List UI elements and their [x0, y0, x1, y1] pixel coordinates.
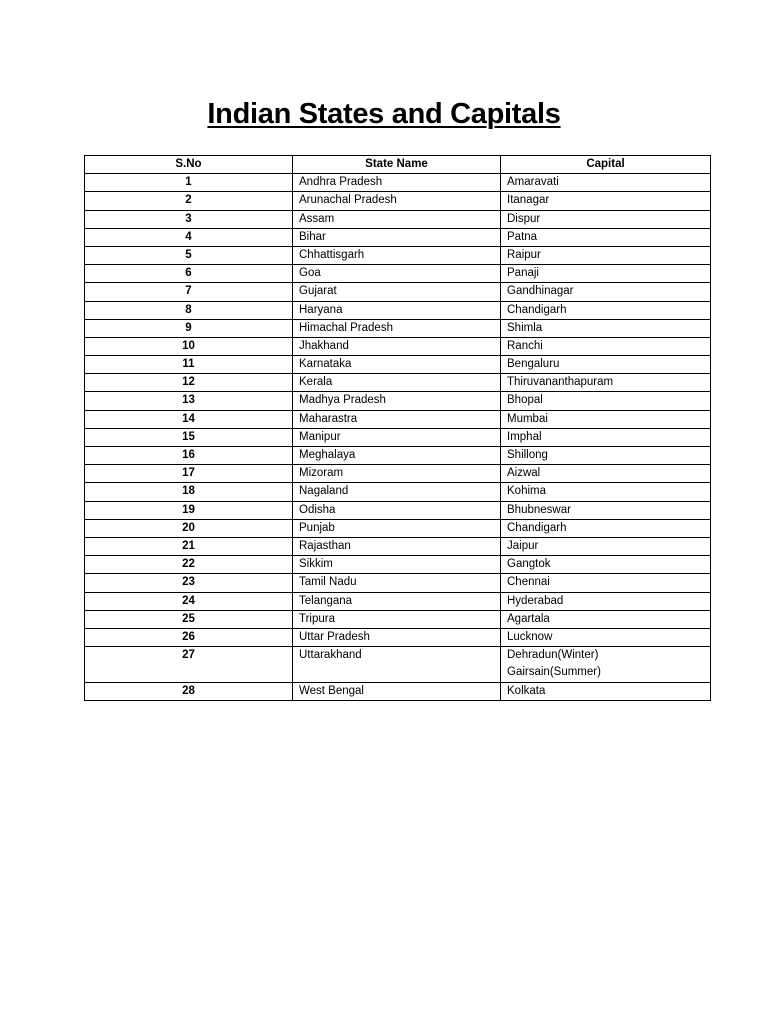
cell-capital [501, 628, 711, 646]
capital-name: Dispur [507, 212, 541, 225]
cell-sno: 13 [85, 392, 293, 410]
cell-state-name: Gujarat [293, 283, 501, 301]
capital-name: Bhopal [507, 394, 543, 407]
table-row [85, 519, 711, 537]
cell-sno: 19 [85, 501, 293, 519]
capital-name: Amaravati [507, 176, 559, 189]
table-row [85, 283, 711, 301]
header-sno: S.No [85, 156, 293, 174]
cell-capital [501, 374, 711, 392]
cell-state-name: Kerala [293, 374, 501, 392]
table-row [85, 483, 711, 501]
cell-capital [501, 410, 711, 428]
cell-state-name: Chhattisgarh [293, 246, 501, 264]
cell-capital [501, 283, 711, 301]
header-state-name: State Name [293, 156, 501, 174]
table-row [85, 683, 711, 701]
cell-sno: 15 [85, 428, 293, 446]
cell-state-name: Mizoram [293, 465, 501, 483]
capital-name: Imphal [507, 430, 542, 443]
capital-name: Shillong [507, 449, 548, 461]
capital-name: Chandigarh [507, 521, 567, 534]
cell-state-name: Madhya Pradesh [293, 392, 501, 410]
cell-capital [501, 574, 711, 592]
cell-capital [501, 428, 711, 446]
table-row [85, 610, 711, 628]
capital-name: Aizwal [507, 467, 541, 480]
cell-state-name: Punjab [293, 519, 501, 537]
cell-state-name: Jhakhand [293, 337, 501, 355]
table-header-row [85, 156, 711, 174]
cell-sno: 18 [85, 483, 293, 501]
table-row [85, 465, 711, 483]
capital-name: Chennai [507, 576, 550, 589]
table-row [85, 447, 711, 465]
capital-name: Mumbai [507, 412, 548, 425]
table-row [85, 319, 711, 337]
cell-state-name: Telangana [293, 592, 501, 610]
cell-capital [501, 392, 711, 410]
cell-capital [501, 592, 711, 610]
table-row [85, 592, 711, 610]
cell-capital [501, 337, 711, 355]
table-row [85, 501, 711, 519]
cell-capital [501, 356, 711, 374]
cell-state-name: Uttar Pradesh [293, 628, 501, 646]
capital-name: Hyderabad [507, 594, 564, 607]
cell-capital [501, 228, 711, 246]
capital-name: Gairsain(Summer) [507, 666, 601, 679]
cell-sno: 22 [85, 556, 293, 574]
cell-sno: 16 [85, 447, 293, 465]
table-row [85, 537, 711, 555]
cell-state-name: Karnataka [293, 356, 501, 374]
table-row [85, 356, 711, 374]
cell-sno: 5 [85, 246, 293, 264]
cell-state-name: Uttarakhand [293, 647, 501, 683]
table-row [85, 374, 711, 392]
cell-capital [501, 447, 711, 465]
cell-state-name: Bihar [293, 228, 501, 246]
cell-capital [501, 246, 711, 264]
cell-sno: 1 [85, 174, 293, 192]
cell-sno: 24 [85, 592, 293, 610]
cell-state-name: Himachal Pradesh [293, 319, 501, 337]
cell-state-name: Haryana [293, 301, 501, 319]
table-row [85, 337, 711, 355]
cell-state-name: Tripura [293, 610, 501, 628]
table-row [85, 246, 711, 264]
cell-capital [501, 683, 711, 701]
cell-capital [501, 483, 711, 501]
capital-name: Bengaluru [507, 358, 560, 371]
capital-name: Kohima [507, 485, 546, 498]
capital-name: Kolkata [507, 685, 546, 698]
cell-capital [501, 501, 711, 519]
header-capital: Capital [501, 156, 711, 174]
cell-state-name: Rajasthan [293, 537, 501, 555]
cell-capital [501, 519, 711, 537]
cell-sno: 25 [85, 610, 293, 628]
cell-capital [501, 556, 711, 574]
table-row [85, 628, 711, 646]
cell-sno: 27 [85, 647, 293, 683]
table-row [85, 192, 711, 210]
cell-capital [501, 537, 711, 555]
cell-state-name: West Bengal [293, 683, 501, 701]
capital-name: Jaipur [507, 539, 539, 552]
cell-sno: 7 [85, 283, 293, 301]
table-body [85, 174, 711, 701]
table-row [85, 174, 711, 192]
cell-state-name: Andhra Pradesh [293, 174, 501, 192]
capital-name: Dehradun(Winter) [507, 649, 599, 662]
table-row [85, 392, 711, 410]
cell-capital [501, 319, 711, 337]
table-row [85, 647, 711, 683]
cell-state-name: Assam [293, 210, 501, 228]
cell-sno: 14 [85, 410, 293, 428]
cell-sno: 4 [85, 228, 293, 246]
cell-sno: 28 [85, 683, 293, 701]
cell-state-name: Arunachal Pradesh [293, 192, 501, 210]
cell-sno: 26 [85, 628, 293, 646]
table-row [85, 301, 711, 319]
capital-name: Lucknow [507, 630, 553, 643]
cell-state-name: Odisha [293, 501, 501, 519]
cell-capital [501, 610, 711, 628]
capital-name: Ranchi [507, 339, 543, 352]
states-capitals-table [84, 155, 711, 701]
cell-sno: 11 [85, 356, 293, 374]
cell-capital [501, 465, 711, 483]
cell-sno: 6 [85, 265, 293, 283]
table-row [85, 228, 711, 246]
cell-state-name: Meghalaya [293, 447, 501, 465]
cell-capital [501, 210, 711, 228]
cell-sno: 3 [85, 210, 293, 228]
cell-sno: 8 [85, 301, 293, 319]
capital-name: Chandigarh [507, 303, 567, 316]
cell-capital [501, 265, 711, 283]
cell-state-name: Sikkim [293, 556, 501, 574]
table-row [85, 556, 711, 574]
capital-name: Itanagar [507, 194, 550, 207]
cell-capital [501, 301, 711, 319]
table-row [85, 428, 711, 446]
capital-name: Panaji [507, 267, 539, 280]
capital-name: Gangtok [507, 558, 551, 571]
cell-state-name: Maharastra [293, 410, 501, 428]
capital-name: Gandhinagar [507, 285, 574, 298]
page-title: Indian States and Capitals [207, 98, 561, 130]
cell-state-name: Tamil Nadu [293, 574, 501, 592]
cell-capital [501, 192, 711, 210]
cell-sno: 12 [85, 374, 293, 392]
cell-sno: 10 [85, 337, 293, 355]
cell-state-name: Nagaland [293, 483, 501, 501]
cell-capital [501, 174, 711, 192]
cell-capital [501, 647, 711, 683]
capital-name: Agartala [507, 612, 550, 625]
cell-state-name: Manipur [293, 428, 501, 446]
table-row [85, 574, 711, 592]
capital-name: Thiruvananthapuram [507, 376, 614, 389]
table-row [85, 210, 711, 228]
cell-state-name: Goa [293, 265, 501, 283]
cell-sno: 9 [85, 319, 293, 337]
cell-sno: 17 [85, 465, 293, 483]
table-row [85, 265, 711, 283]
table-row [85, 410, 711, 428]
cell-sno: 2 [85, 192, 293, 210]
capital-name: Shimla [507, 321, 543, 334]
capital-name: Bhubneswar [507, 503, 571, 516]
cell-sno: 23 [85, 574, 293, 592]
capital-name: Patna [507, 230, 538, 243]
cell-sno: 20 [85, 519, 293, 537]
cell-sno: 21 [85, 537, 293, 555]
capital-name: Raipur [507, 248, 541, 261]
